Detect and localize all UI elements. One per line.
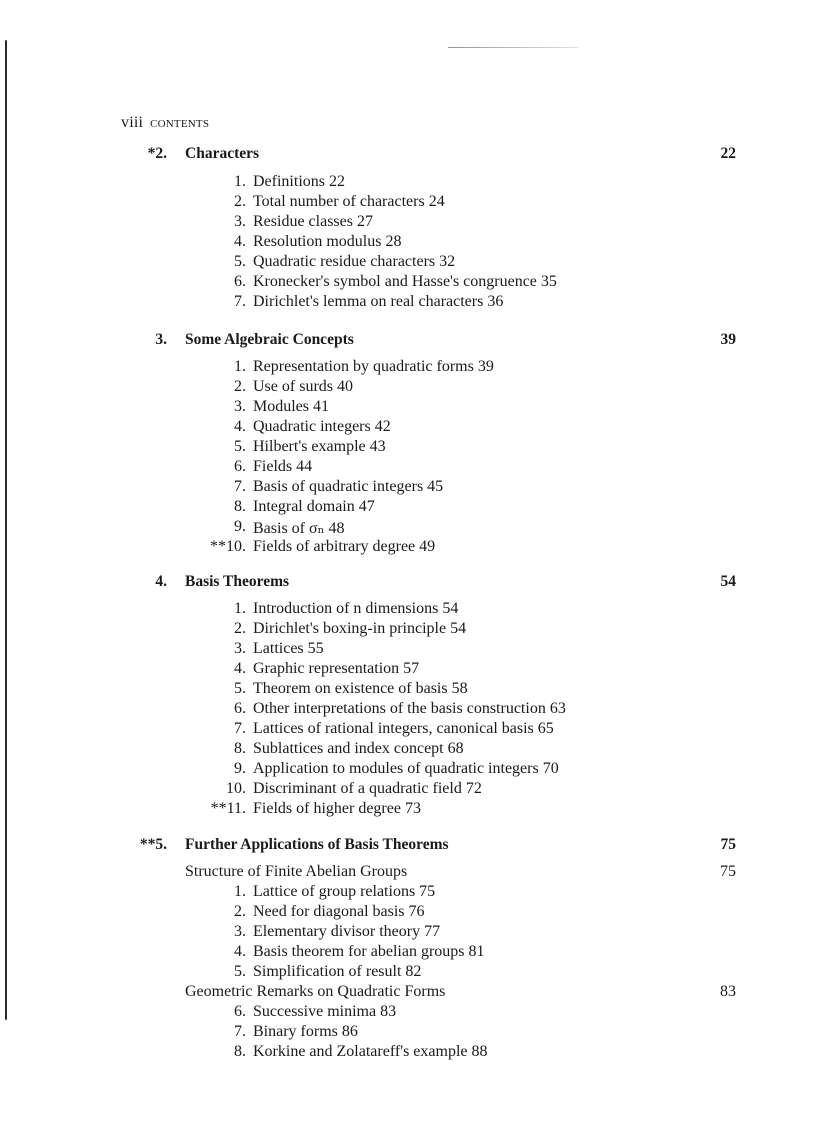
entry-text: Need for diagonal basis 76 (253, 903, 425, 920)
toc-entry[interactable] (0, 963, 816, 983)
chapter-page: 75 (720, 836, 736, 853)
chapter-heading[interactable] (0, 331, 816, 351)
toc-entry[interactable] (0, 720, 816, 740)
entry-number: 7. (234, 293, 246, 310)
running-head-label: contents (150, 115, 210, 131)
entry-number: 1. (234, 358, 246, 375)
entry-number: 5. (234, 253, 246, 270)
entry-text: Introduction of n dimensions 54 (253, 600, 459, 617)
toc-entry[interactable] (0, 398, 816, 418)
entry-number: 6. (234, 1003, 246, 1020)
section-title: Structure of Finite Abelian Groups (185, 863, 408, 880)
toc-entry[interactable] (0, 1043, 816, 1063)
chapter-title: Characters (185, 145, 260, 162)
toc-entry[interactable] (0, 418, 816, 438)
toc-entry[interactable] (0, 438, 816, 458)
entry-text: Theorem on existence of basis 58 (253, 680, 468, 697)
toc-entry[interactable] (0, 378, 816, 398)
toc-entry[interactable] (0, 903, 816, 923)
entry-number: 5. (234, 438, 246, 455)
toc-entry[interactable] (0, 680, 816, 700)
chapter-number: 4. (155, 573, 167, 590)
toc-entry[interactable] (0, 943, 816, 963)
entry-text: Hilbert's example 43 (253, 438, 386, 455)
entry-number: 8. (234, 1043, 246, 1060)
entry-text: Lattice of group relations 75 (253, 883, 436, 900)
entry-text: Fields of arbitrary degree 49 (253, 538, 436, 555)
entry-number: 8. (234, 498, 246, 515)
toc-entry[interactable] (0, 740, 816, 760)
toc-entry[interactable] (0, 233, 816, 253)
entry-text: Use of surds 40 (253, 378, 353, 395)
entry-text: Modules 41 (253, 398, 329, 415)
toc-entry[interactable] (0, 358, 816, 378)
entry-text: Dirichlet's lemma on real characters 36 (253, 293, 504, 310)
entry-number: 9. (234, 518, 246, 535)
entry-number: 6. (234, 700, 246, 717)
toc-entry[interactable] (0, 600, 816, 620)
entry-number: 7. (234, 1023, 246, 1040)
toc-entry[interactable] (0, 780, 816, 800)
entry-text: Lattices 55 (253, 640, 324, 657)
chapter-page: 54 (720, 573, 736, 590)
entry-text: Korkine and Zolatareff's example 88 (253, 1043, 488, 1060)
chapter-title: Basis Theorems (185, 573, 290, 590)
entry-number: **10. (210, 538, 246, 555)
entry-text: Sublattices and index concept 68 (253, 740, 464, 757)
entry-number: 8. (234, 740, 246, 757)
toc-entry[interactable] (0, 923, 816, 943)
toc-entry[interactable] (0, 660, 816, 680)
entry-number: 2. (234, 620, 246, 637)
entry-number: 1. (234, 173, 246, 190)
toc-entry[interactable] (0, 293, 816, 313)
chapter-title: Some Algebraic Concepts (185, 331, 354, 348)
entry-number: 2. (234, 193, 246, 210)
entry-text: Total number of characters 24 (253, 193, 445, 210)
entry-text: Elementary divisor theory 77 (253, 923, 441, 940)
section-heading[interactable] (0, 863, 816, 883)
entry-text: Dirichlet's boxing-in principle 54 (253, 620, 467, 637)
section-heading[interactable] (0, 983, 816, 1003)
toc-entry[interactable] (0, 498, 816, 518)
chapter-page: 22 (720, 145, 736, 162)
toc-entry[interactable] (0, 458, 816, 478)
entry-text: Integral domain 47 (253, 498, 375, 515)
chapter-heading[interactable] (0, 573, 816, 593)
section-page: 83 (720, 983, 736, 1000)
chapter-title: Further Applications of Basis Theorems (185, 836, 449, 853)
toc-entry[interactable] (0, 1003, 816, 1023)
entry-text: Lattices of rational integers, canonical basis 65 (253, 720, 554, 737)
entry-number: 6. (234, 458, 246, 475)
entry-text: Quadratic integers 42 (253, 418, 391, 435)
toc-entry[interactable] (0, 883, 816, 903)
chapter-heading[interactable] (0, 145, 816, 165)
entry-number: 7. (234, 720, 246, 737)
entry-text: Fields of higher degree 73 (253, 800, 421, 817)
entry-number: 1. (234, 883, 246, 900)
toc-entry[interactable] (0, 253, 816, 273)
entry-number: 7. (234, 478, 246, 495)
chapter-page: 39 (720, 331, 736, 348)
toc-entry[interactable] (0, 620, 816, 640)
toc-entry[interactable] (0, 700, 816, 720)
chapter-number: **5. (139, 836, 167, 853)
entry-text: Simplification of result 82 (253, 963, 422, 980)
entry-text: Quadratic residue characters 32 (253, 253, 456, 270)
toc-entry[interactable] (0, 640, 816, 660)
running-head (121, 114, 209, 132)
entry-text: Kronecker's symbol and Hasse's congruence 35 (253, 273, 557, 290)
entry-number: 2. (234, 378, 246, 395)
toc-entry[interactable] (0, 213, 816, 233)
section-title: Geometric Remarks on Quadratic Forms (185, 983, 446, 1000)
chapter-heading[interactable] (0, 836, 816, 856)
entry-number: 2. (234, 903, 246, 920)
entry-number: 10. (226, 780, 246, 797)
toc-entry[interactable] (0, 518, 816, 538)
entry-text: Resolution modulus 28 (253, 233, 402, 250)
chapter-number: *2. (147, 145, 167, 162)
toc-entry[interactable] (0, 800, 816, 820)
entry-text: Basis of quadratic integers 45 (253, 478, 444, 495)
entry-number: 6. (234, 273, 246, 290)
entry-text: Application to modules of quadratic integers 70 (253, 760, 559, 777)
entry-text: Representation by quadratic forms 39 (253, 358, 494, 375)
toc-entry[interactable] (0, 478, 816, 498)
entry-number: 4. (234, 233, 246, 250)
entry-text: Discriminant of a quadratic field 72 (253, 780, 482, 797)
entry-text: Basis of σₙ 48 (253, 520, 345, 537)
entry-text: Basis theorem for abelian groups 81 (253, 943, 485, 960)
page-folio: viii (121, 114, 144, 131)
entry-number: 3. (234, 923, 246, 940)
entry-number: 9. (234, 760, 246, 777)
entry-text: Fields 44 (253, 458, 313, 475)
entry-number: 5. (234, 963, 246, 980)
toc-entry[interactable] (0, 173, 816, 193)
toc-entry[interactable] (0, 760, 816, 780)
entry-number: 4. (234, 943, 246, 960)
entry-text: Graphic representation 57 (253, 660, 420, 677)
entry-number: 4. (234, 418, 246, 435)
entry-text: Successive minima 83 (253, 1003, 397, 1020)
entry-text: Binary forms 86 (253, 1023, 358, 1040)
entry-number: 3. (234, 640, 246, 657)
toc-entry[interactable] (0, 1023, 816, 1043)
entry-text: Definitions 22 (253, 173, 345, 190)
entry-number: 1. (234, 600, 246, 617)
toc-entry[interactable] (0, 193, 816, 213)
toc-entry[interactable] (0, 273, 816, 293)
entry-text: Residue classes 27 (253, 213, 373, 230)
chapter-number: 3. (155, 331, 167, 348)
section-page: 75 (720, 863, 736, 880)
entry-number: 5. (234, 680, 246, 697)
entry-text: Other interpretations of the basis construction 63 (253, 700, 566, 717)
entry-number: 3. (234, 398, 246, 415)
entry-number: **11. (210, 800, 246, 817)
entry-number: 3. (234, 213, 246, 230)
toc-entry[interactable] (0, 538, 816, 558)
entry-number: 4. (234, 660, 246, 677)
